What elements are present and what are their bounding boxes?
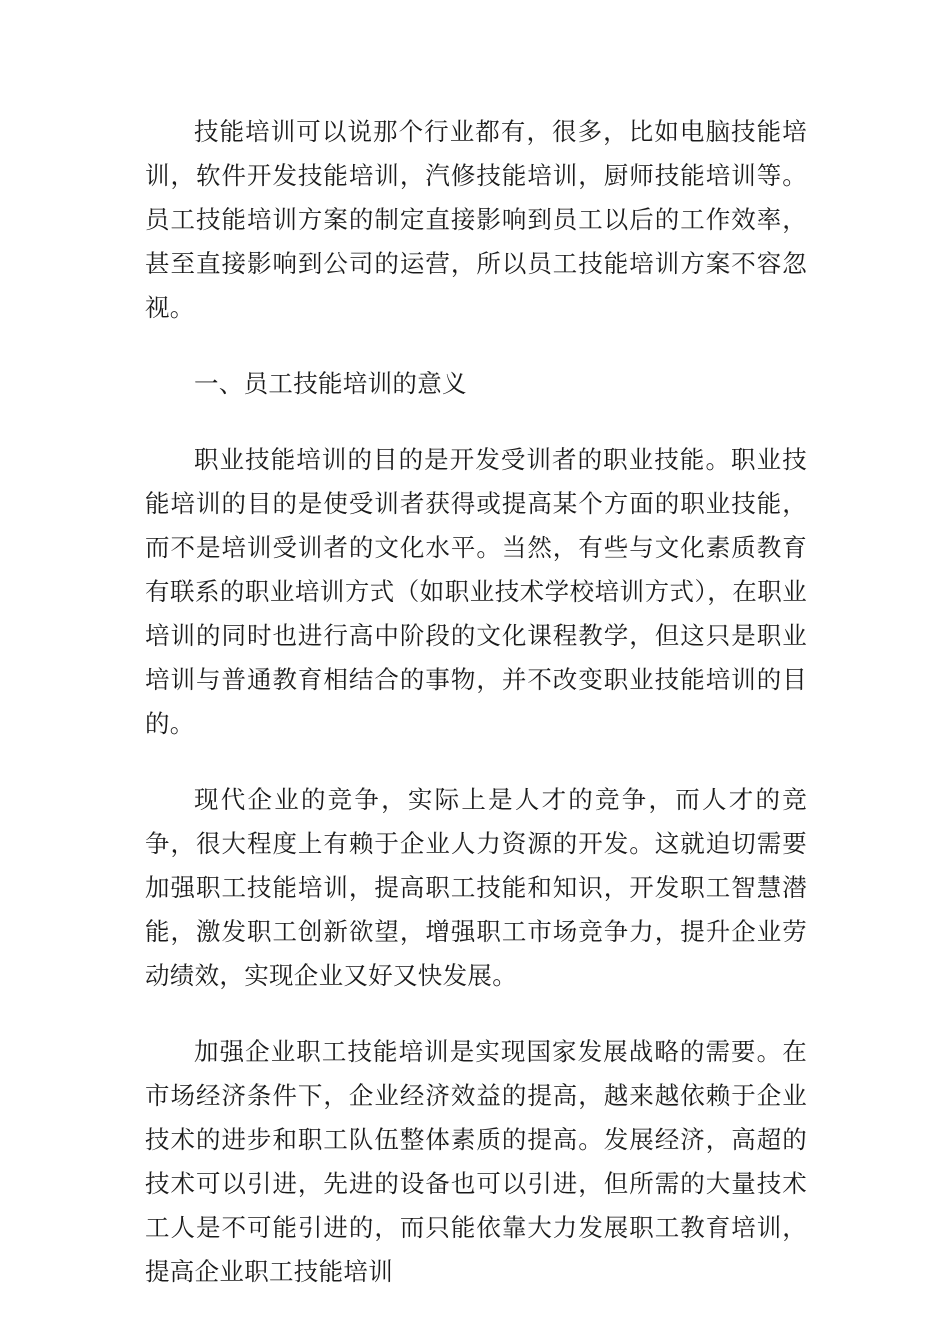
document-body [145, 110, 807, 1326]
body-paragraph: 职业技能培训的目的是开发受训者的职业技能。职业技能培训的目的是使受训者获得或提高某个方面的职业技能，而不是培训受训者的文化水平。当然，有些与文化素质教育有联系的职业培训方式（如职业技术学校培训方式），在职业培训的同时也进行高中阶段的文化课程教学，但这只是职业培训与普通教育相结合的事物，并不改变职业技能培训的目的。 [145, 445, 807, 738]
section-heading: 一、员工技能培训的意义 [194, 369, 467, 398]
body-paragraph: 现代企业的竞争，实际上是人才的竞争，而人才的竞争，很大程度上有赖于企业人力资源的开发。这就迫切需要加强职工技能培训，提高职工技能和知识，开发职工智慧潜能，激发职工创新欲望，增强职工市场竞争力，提升企业劳动绩效，实现企业又好又快发展。 [145, 785, 807, 990]
body-paragraph: 加强企业职工技能培训是实现国家发展战略的需要。在市场经济条件下，企业经济效益的提高，越来越依赖于企业技术的进步和职工队伍整体素质的提高。发展经济，高超的技术可以引进，先进的设备也可以引进，但所需的大量技术工人是不可能引进的，而只能依靠大力发展职工教育培训，提高企业职工技能培训 [145, 1037, 807, 1286]
intro-paragraph: 技能培训可以说那个行业都有，很多，比如电脑技能培训，软件开发技能培训，汽修技能培训，厨师技能培训等。员工技能培训方案的制定直接影响到员工以后的工作效率，甚至直接影响到公司的运营，所以员工技能培训方案不容忽视。 [145, 117, 807, 322]
